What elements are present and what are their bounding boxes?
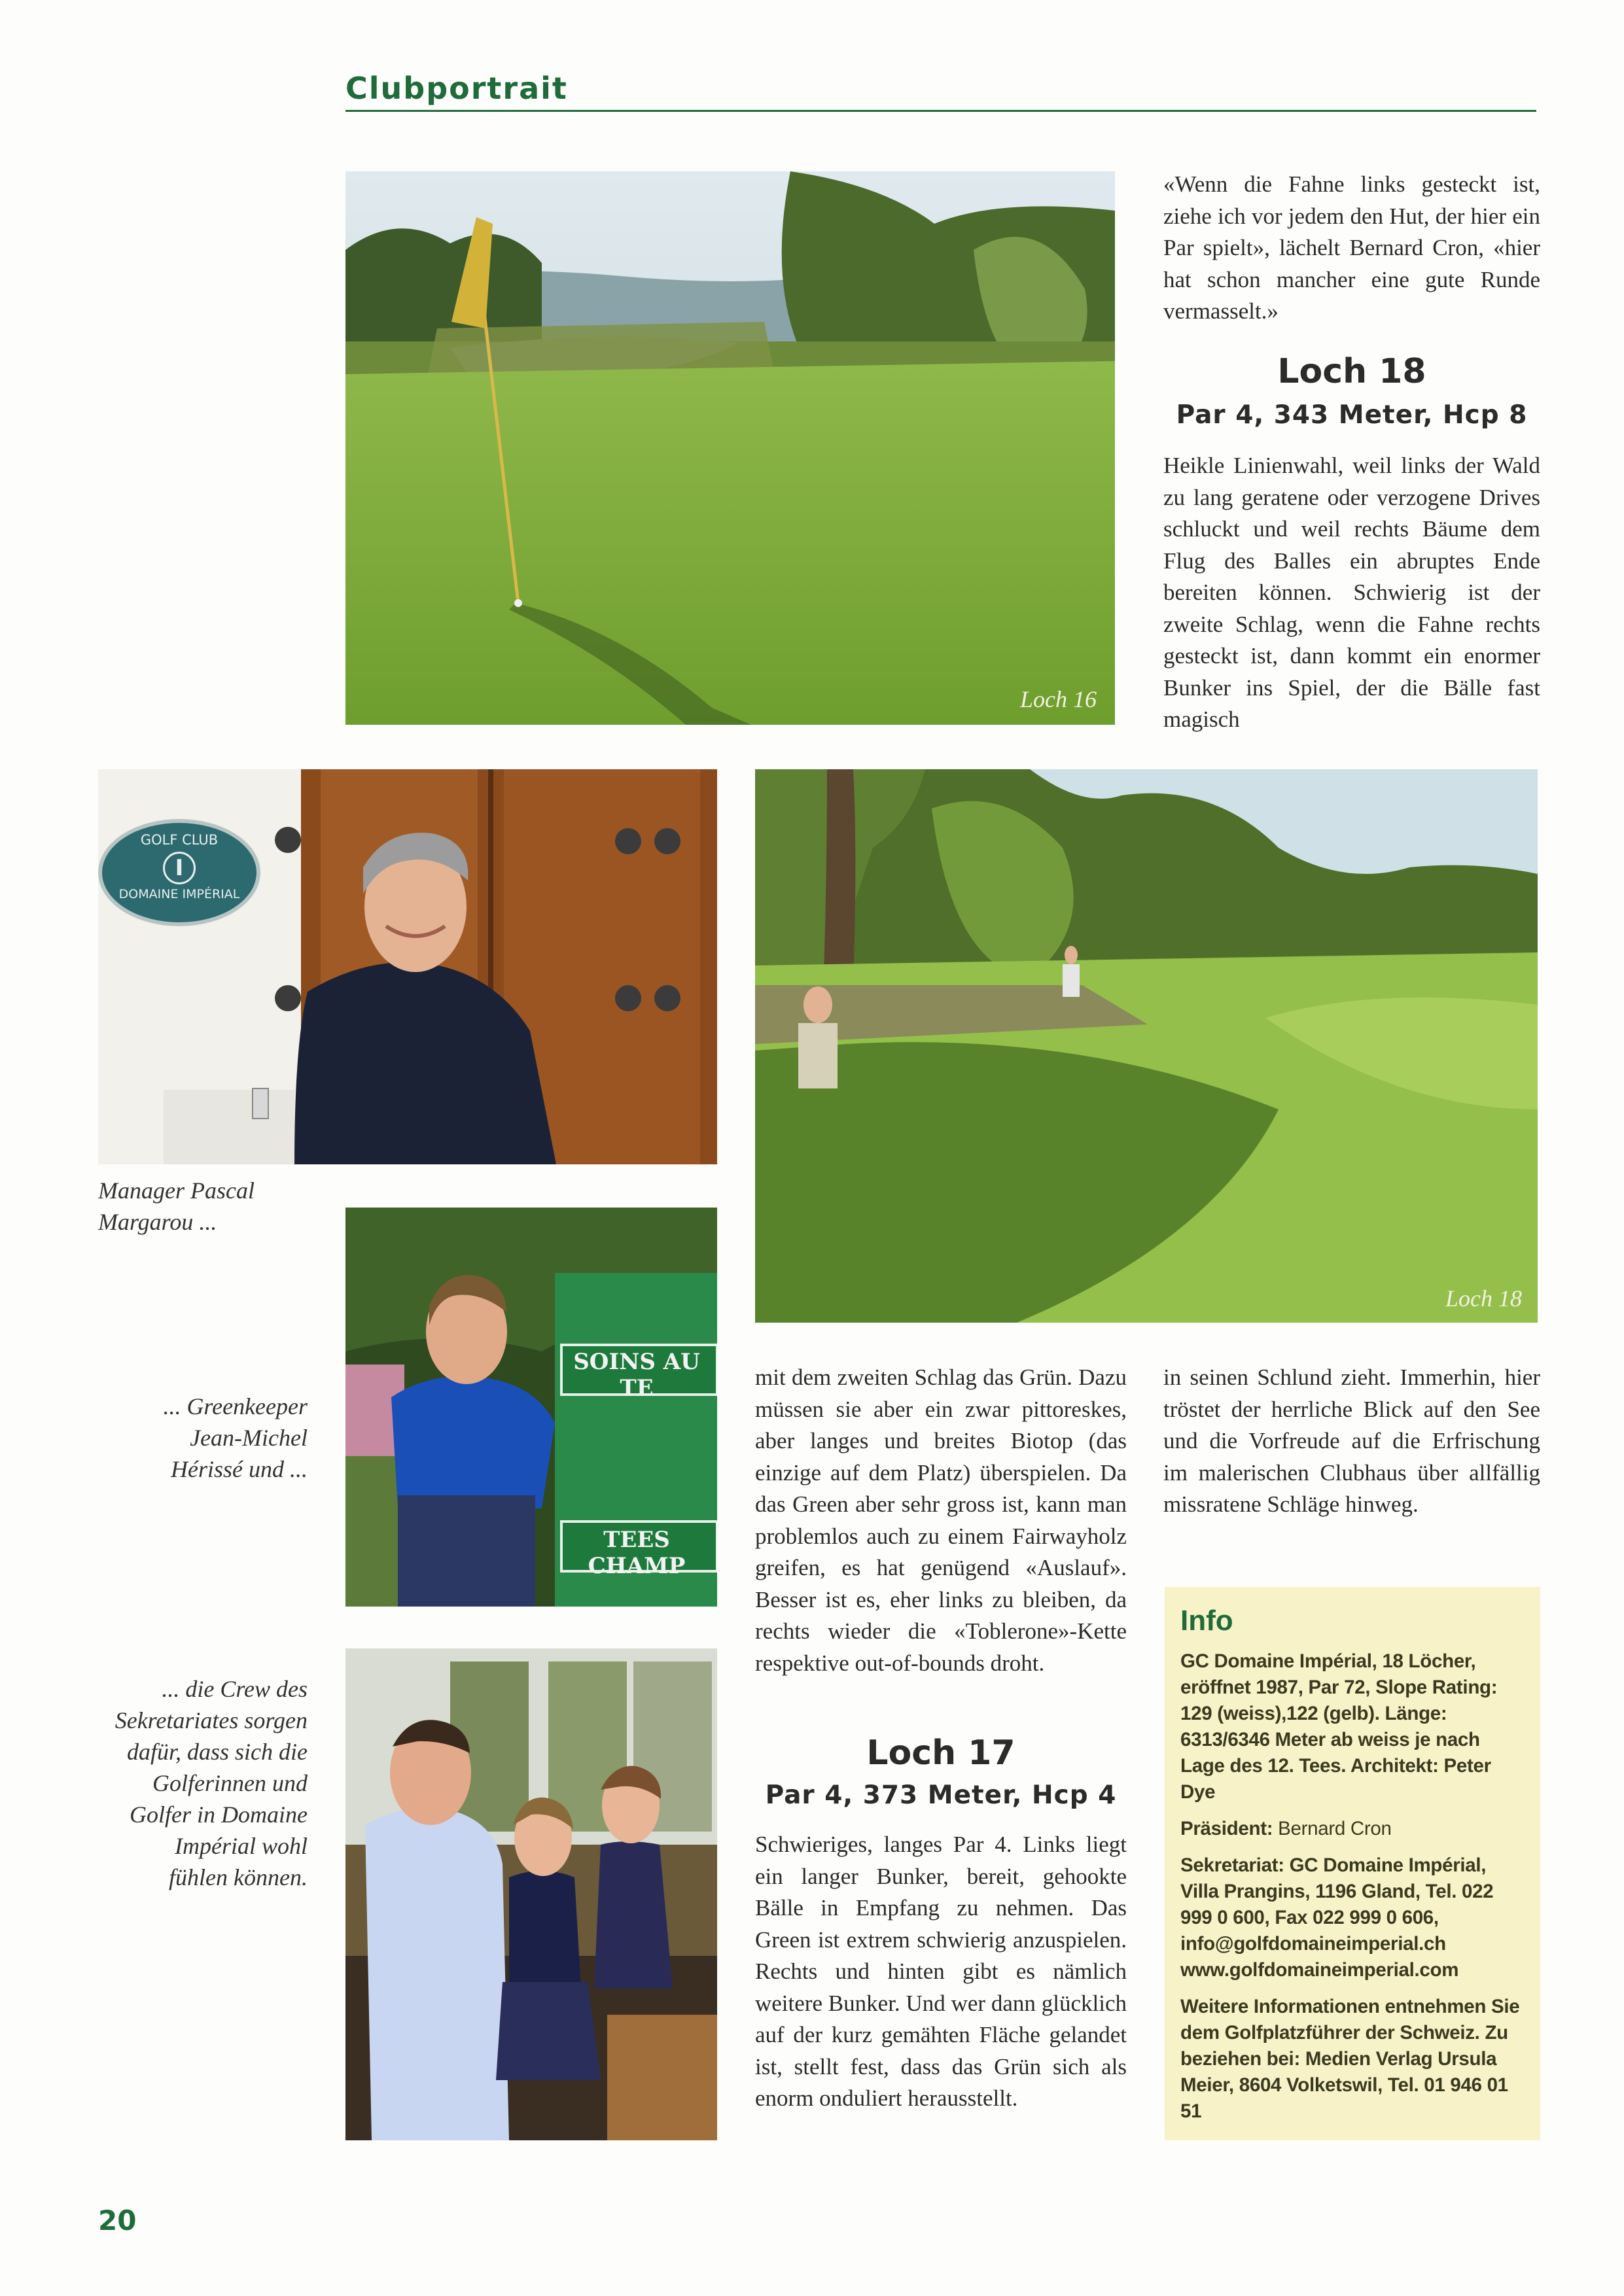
caption-manager: Manager Pascal Margarou ... [98, 1177, 255, 1235]
info-course: GC Domaine Impérial, 18 Löcher, eröffnet 1987, Par 72, Slope Rating: 129 (weiss),122 (gelb). Länge: 6313/6346 Meter ab weiss je nach Lage des 12. Tees. Architekt: Peter Dye [1180, 1650, 1498, 1803]
info-more: Weitere Informationen entnehmen Sie dem Golfplatzführer der Schweiz. Zu beziehen bei: Medien Verlag Ursula Meier, 8604 Volketswil, Tel. 01 946 01 51 [1180, 1996, 1520, 2122]
info-box [1165, 1587, 1540, 2140]
photo-hole-16 [345, 171, 1115, 725]
hole-17-text: Schwieriges, langes Par 4. Links liegt ein langer Bunker, bereit, gehookte Bälle in Empfang zu nehmen. Das Green ist extrem schwierig anzuspielen. Rechts und hinten gibt es nämlich weitere Bunker. Und wer dann glücklich auf der kurz gemähten Fläche gelandet ist, stellt fest, dass das Grün sich als enorm onduliert herausstellt. [755, 1832, 1127, 2111]
caption-crew: ... die Crew des Sekretariates sorgen dafür, dass sich die Golferinnen und Golfer in Domaine Impérial wohl fühlen können. [115, 1676, 308, 1890]
hole-18-title: Loch 18 [1277, 352, 1426, 391]
hole-17-intro-text: mit dem zweiten Schlag das Grün. Dazu müssen sie aber ein zwar pittoreskes, aber langes und breites Biotop (das einzige auf dem Platz) überspielen. Da das Green aber sehr gross ist, kann man problemlos auch zu einem Fairwayholz greifen, es hat genügend «Auslauf». Besser ist es, eher links zu bleiben, da rechts wieder die «Toblerone»-Kette respektive out-of-bounds droht. [755, 1365, 1127, 1676]
photo-greenkeeper [345, 1208, 717, 1607]
sign-text-bottom: TEES CHAMP [588, 1527, 686, 1579]
photo-crew [345, 1648, 717, 2140]
info-president: Präsident: Bernard Cron [1180, 1818, 1392, 1839]
hole-18-continued-text: in seinen Schlund zieht. Immerhin, hier tröstet der herrliche Blick auf den See und die Vorfreude auf die Erfrischung im malerischen Clubhaus über allfällig missratene Schläge hinweg. [1163, 1365, 1540, 1517]
photo-caption-hole-16: Loch 16 [1020, 686, 1097, 712]
intro-quote: «Wenn die Fahne links gesteckt ist, ziehe ich vor jedem den Hut, der hier ein Par spielt», lächelt Bernard Cron, «hier hat schon mancher eine gute Runde vermasselt.» [1163, 171, 1540, 324]
photo-manager [98, 769, 717, 1164]
photo-caption-hole-18: Loch 18 [1445, 1285, 1522, 1312]
info-title: Info [1180, 1605, 1233, 1637]
hole-18-subtitle: Par 4, 343 Meter, Hcp 8 [1176, 400, 1528, 430]
sign-text-top: SOINS AU TE [573, 1349, 700, 1401]
hole-18-text: Heikle Linienwahl, weil links der Wald zu lang geratene oder verzogene Drives schluckt und weil rechts Bäume dem Flug des Balles ein abruptes Ende bereiten können. Schwierig ist der zweite Schlag, wenn die Fahne rechts gesteckt ist, dann kommt ein enormer Bunker ins Spiel, der die Bälle fast magisch [1163, 453, 1540, 732]
hole-17-title: Loch 17 [866, 1733, 1015, 1773]
hole-17-subtitle: Par 4, 373 Meter, Hcp 4 [765, 1781, 1117, 1810]
photo-hole-18 [755, 769, 1538, 1323]
caption-greenkeeper: ... Greenkeeper Jean-Michel Hérissé und ... [163, 1393, 308, 1482]
page-number: 20 [98, 2204, 137, 2236]
info-secretariat: Sekretariat: GC Domaine Impérial, Villa Prangins, 1196 Gland, Tel. 022 999 0 600, Fax 022 999 0 606, info@golfdomaineimperial.ch www.golfdomaineimperial.com [1180, 1854, 1494, 1981]
club-badge: GOLF CLUB I DOMAINE IMPÉRIAL [98, 819, 260, 926]
section-title: Clubportrait [345, 71, 568, 106]
header-rule [345, 110, 1536, 112]
